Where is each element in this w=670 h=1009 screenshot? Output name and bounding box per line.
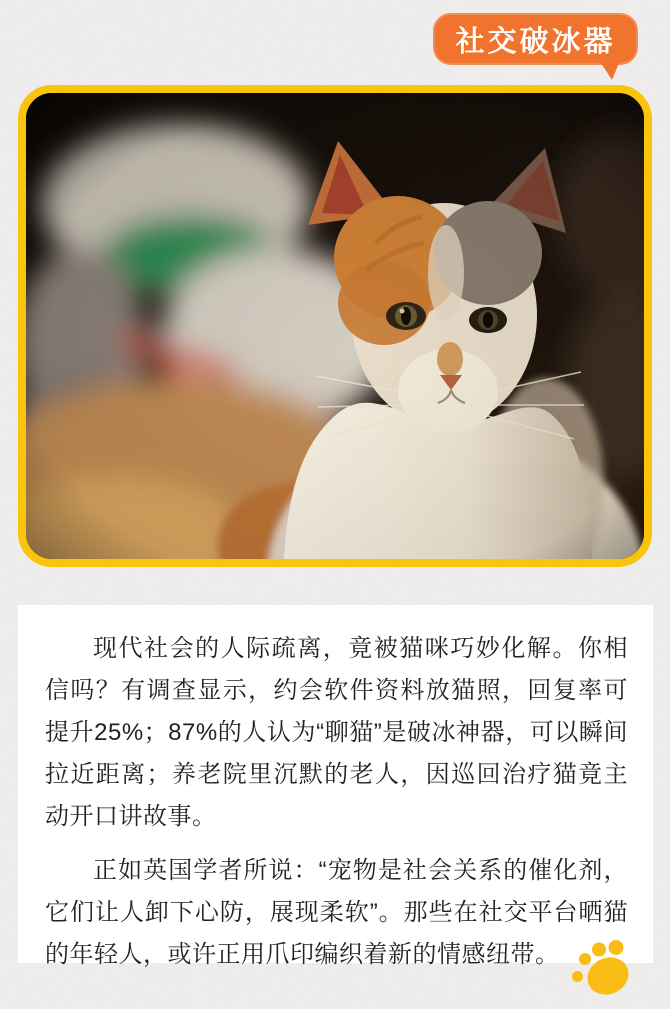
paw-print-icon: [563, 933, 655, 1009]
topic-badge: [433, 13, 638, 65]
photo-card: [18, 85, 652, 567]
article-paragraph: 现代社会的人际疏离，竟被猫咪巧妙化解。你相信吗？有调查显示，约会软件资料放猫照，回复率可提升25%；87%的人认为“聊猫”是破冰神器，可以瞬间拉近距离；养老院里沉默的老人，因巡回治疗猫竟主动开口讲故事。: [45, 635, 628, 830]
article-paragraph: 正如英国学者所说：“宠物是社会关系的催化剂，它们让人卸下心防，展现柔软”。那些在社交平台晒猫的年轻人，或许正用爪印编织着新的情感纽带。: [45, 857, 628, 968]
cat-photo: [26, 93, 644, 559]
badge-tail: [601, 63, 619, 80]
article-card: [18, 605, 653, 968]
topic-badge-label: 社交破冰器: [455, 25, 616, 58]
